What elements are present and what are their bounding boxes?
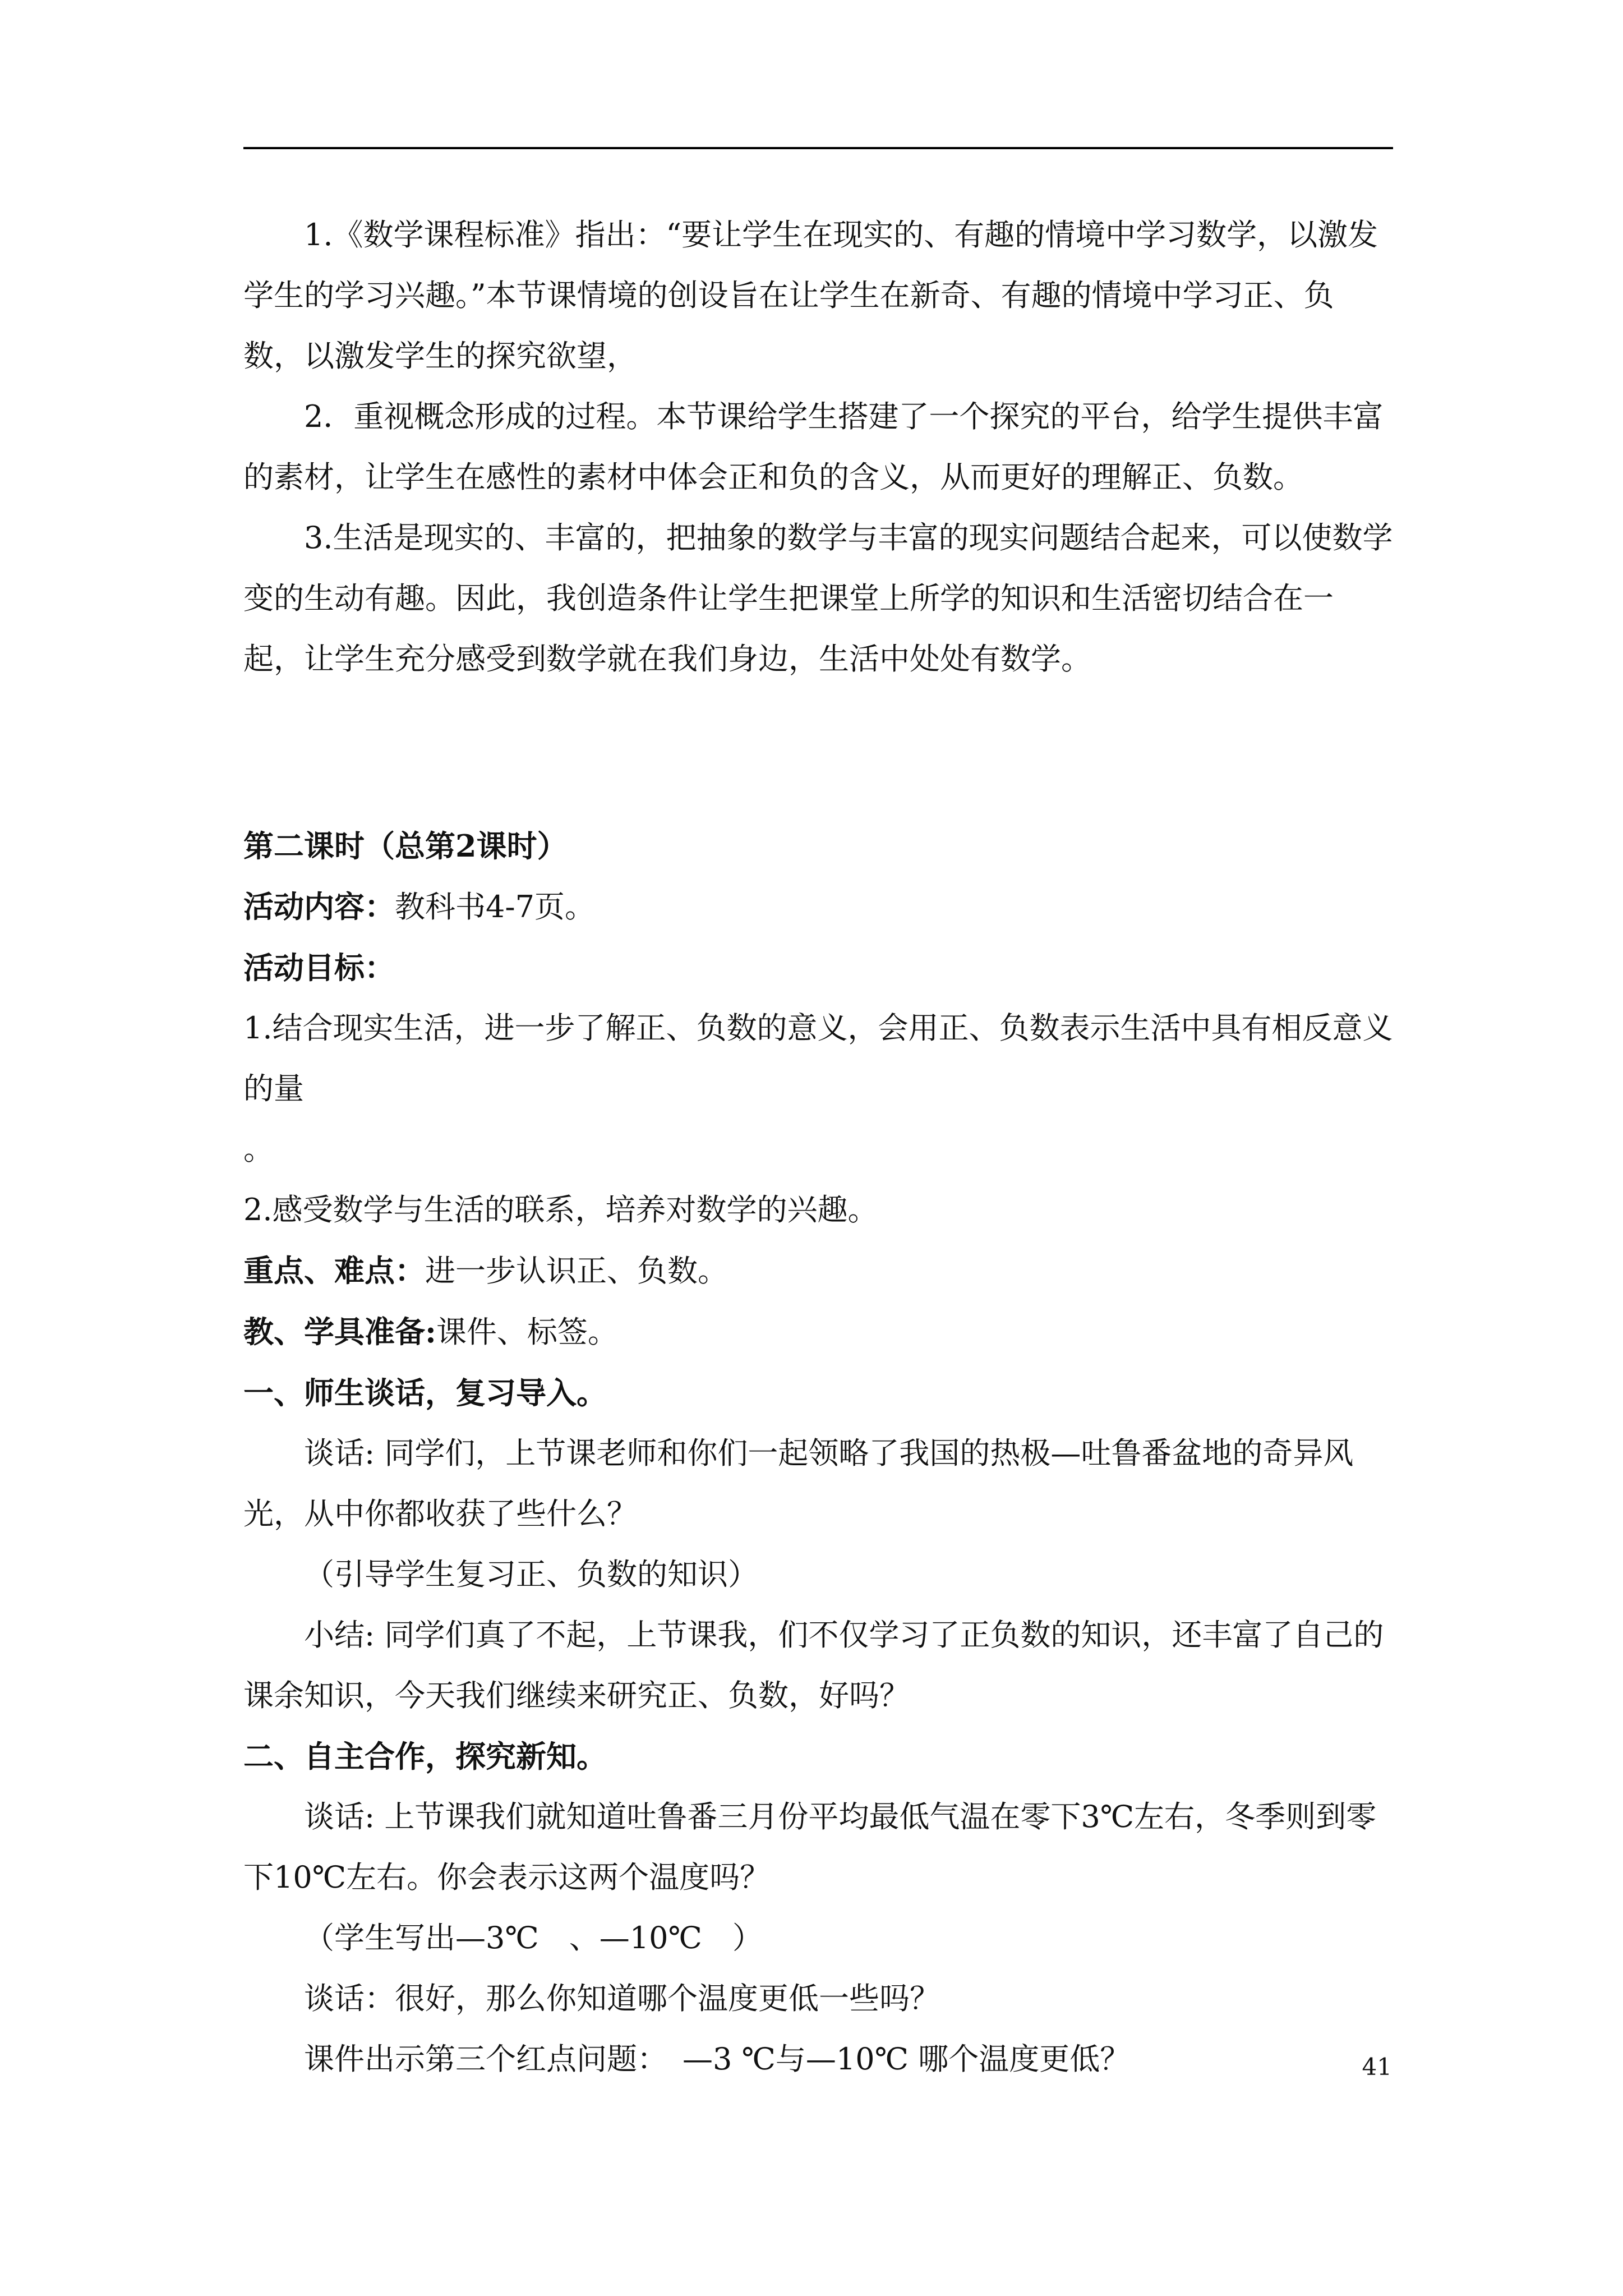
dialogue-paragraph-3: 谈话：很好，那么你知道哪个温度更低一些吗？ xyxy=(304,1981,940,2016)
goal-1: 1.结合现实生活，进一步了解正、负数的意义，会用正、负数表示生活中具有相反意义的量 xyxy=(243,1010,1393,1106)
page-content xyxy=(243,205,1393,2090)
courseware-question: 课件出示第三个红点问题： —3 ℃与—10℃ 哪个温度更低？ xyxy=(304,2041,1131,2077)
reflection-paragraph-3: 3.生活是现实的、丰富的，把抽象的数学与丰富的现实问题结合起来，可以使数学变的生动有趣。因此，我创造条件让学生把课堂上所学的知识和生活密切结合在一起，让学生充分感受到数学就在我们身边，生活中处处有数学。 xyxy=(243,520,1393,677)
key-difficult-points xyxy=(243,1240,1393,1301)
goal-2: 2.感受数学与生活的联系，培养对数学的兴趣。 xyxy=(243,1192,878,1227)
teaching-preparation xyxy=(243,1301,1393,1363)
lesson-title: 第二课时（总第2课时） xyxy=(243,828,568,864)
header-rule xyxy=(243,147,1393,149)
key-points-text: 进一步认识正、负数。 xyxy=(425,1253,728,1289)
activity-goals-label: 活动目标： xyxy=(243,950,395,986)
guidance-note: （引导学生复习正、负数的知识） xyxy=(304,1557,758,1592)
page-number: 41 xyxy=(1362,2053,1392,2081)
preparation-text: 课件、标签。 xyxy=(436,1314,618,1350)
activity-content-label: 活动内容： xyxy=(243,889,395,924)
section-heading-2: 二、自主合作，探究新知。 xyxy=(243,1738,607,1774)
activity-content xyxy=(243,876,1393,937)
summary-paragraph: 小结: 同学们真了不起，上节课我，们不仅学习了正负数的知识，还丰富了自己的课余知识，今天我们继续来研究正、负数，好吗？ xyxy=(243,1617,1384,1713)
section-gap xyxy=(243,689,1393,816)
reflection-paragraph-2: 2．重视概念形成的过程。本节课给学生搭建了一个探究的平台，给学生提供丰富的素材，让学生在感性的素材中体会正和负的含义，从而更好的理解正、负数。 xyxy=(243,399,1384,495)
preparation-label: 教、学具准备: xyxy=(243,1314,436,1350)
student-answer-note: （学生写出—3℃ 、—10℃ ） xyxy=(304,1920,763,1955)
reflection-paragraph-1: 1.《数学课程标准》指出：“要让学生在现实的、有趣的情境中学习数学，以激发学生的学习兴趣。”本节课情境的创设旨在让学生在新奇、有趣的情境中学习正、负数，以激发学生的探究欲望， xyxy=(243,217,1378,374)
dialogue-paragraph-2: 谈话: 上节课我们就知道吐鲁番三月份平均最低气温在零下3℃左右，冬季则到零下10℃左右。你会表示这两个温度吗？ xyxy=(243,1799,1377,1895)
dialogue-paragraph-1: 谈话: 同学们，上节课老师和你们一起领略了我国的热极—吐鲁番盆地的奇异风光，从中你都收获了些什么？ xyxy=(243,1435,1354,1531)
section-heading-1: 一、师生谈话，复习导入。 xyxy=(243,1375,607,1411)
activity-content-text: 教科书4-7页。 xyxy=(395,889,595,924)
goal-1-tail: 。 xyxy=(243,1131,274,1167)
key-points-label: 重点、难点： xyxy=(243,1253,425,1289)
